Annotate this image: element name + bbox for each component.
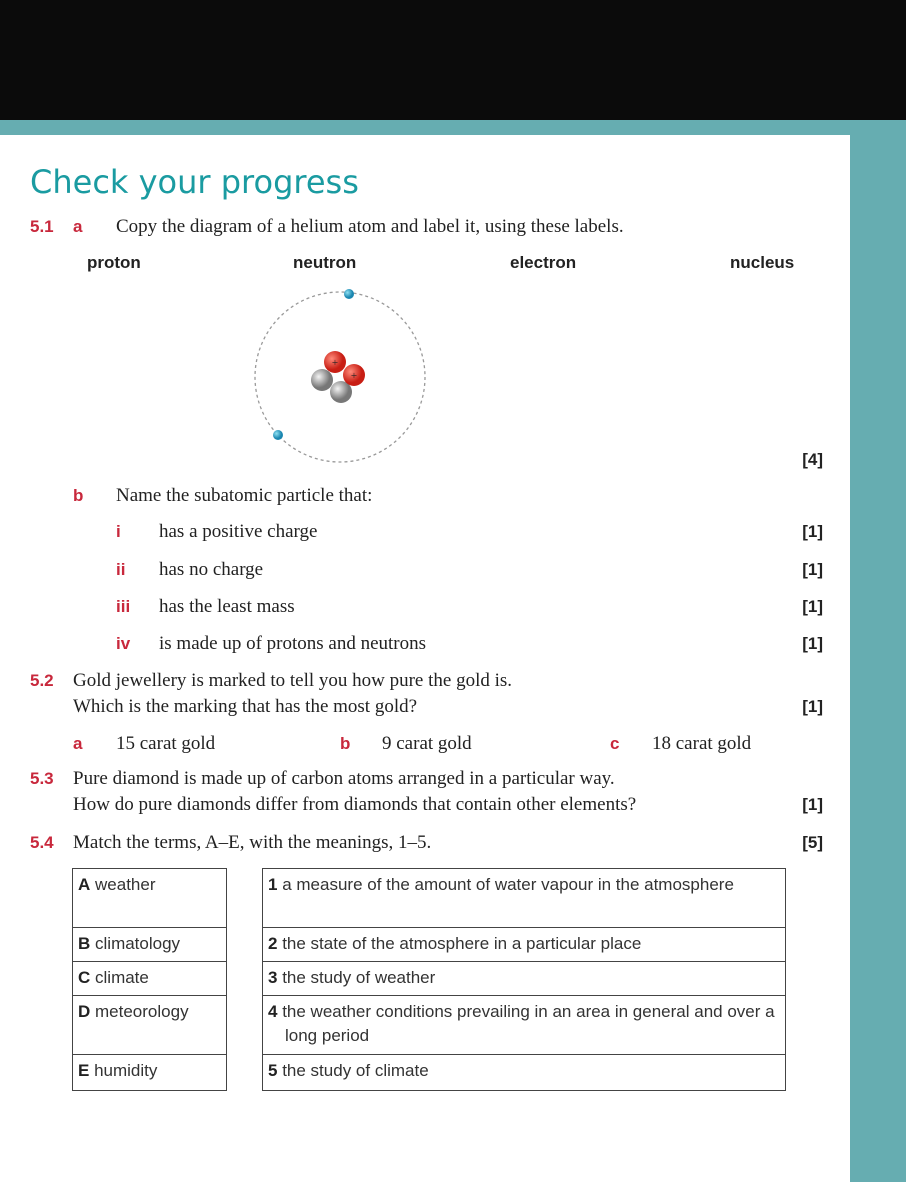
term-row [73,1055,227,1091]
meaning-key: 3 [268,968,278,987]
part-letter: a [73,217,83,236]
meaning-key: 5 [268,1061,278,1080]
electron [273,430,283,440]
question-number: 5.3 [30,769,54,788]
term-text: climatology [95,934,181,953]
term-row [73,962,227,996]
part-letter: b [73,486,84,505]
term-text: meteorology [95,1002,189,1021]
question-text: Match the terms, A–E, with the meanings, 1–5. [73,832,432,853]
term-key: C [78,968,91,987]
term-row [73,928,227,962]
question-text: Name the subatomic particle that: [116,485,373,506]
meaning-row [263,869,786,928]
item-number: iii [116,597,131,616]
question-text: How do pure diamonds differ from diamonds that contain other elements? [73,794,637,815]
option-letter: b [340,734,351,753]
page-title: Check your progress [30,163,359,201]
item-text: has the least mass [159,596,295,617]
meaning-row [263,928,786,962]
marks: [1] [802,597,823,616]
item-text: is made up of protons and neutrons [159,633,427,654]
marks: [1] [802,634,823,653]
meaning-text: the state of the atmosphere in a particular place [282,934,642,953]
question-number: 5.2 [30,671,54,690]
meaning-row [263,962,786,996]
meaning-key: 4 [268,1002,278,1021]
question-number: 5.1 [30,217,54,236]
marks: [1] [802,560,823,579]
meanings-table [262,868,786,1091]
meaning-key: 1 [268,875,278,894]
top-black-band [0,0,906,120]
meaning-row [263,996,786,1055]
item-number: i [116,522,121,541]
label-proton: proton [87,253,141,272]
term-key: B [78,934,91,953]
marks: [1] [802,795,823,814]
option-text: 9 carat gold [382,733,472,754]
question-text: Which is the marking that has the most gold? [73,696,418,717]
option-letter: c [610,734,620,753]
term-text: weather [95,875,156,894]
label-nucleus: nucleus [730,253,795,272]
item-number: ii [116,560,126,579]
item-number: iv [116,634,131,653]
helium-atom-diagram [240,280,440,470]
question-text: Pure diamond is made up of carbon atoms arranged in a particular way. [73,768,615,789]
meaning-text: the study of climate [282,1061,429,1080]
term-text: climate [95,968,149,987]
meaning-text: the study of weather [282,968,436,987]
term-key: D [78,1002,91,1021]
marks: [1] [802,522,823,541]
terms-table [72,868,227,1091]
neutron [311,369,333,391]
question-number: 5.4 [30,833,54,852]
marks: [5] [802,833,823,852]
option-letter: a [73,734,83,753]
meaning-key: 2 [268,934,278,953]
term-row [73,869,227,928]
item-text: has no charge [159,559,264,580]
plus-sign-icon: + [331,357,339,369]
option-text: 18 carat gold [652,733,752,754]
plus-sign-icon: + [350,370,358,382]
option-text: 15 carat gold [116,733,216,754]
term-key: A [78,875,91,894]
meaning-row [263,1055,786,1091]
question-text: Copy the diagram of a helium atom and label it, using these labels. [116,216,624,237]
meaning-text: a measure of the amount of water vapour in the atmosphere [282,875,734,894]
marks: [4] [802,450,823,469]
term-text: humidity [94,1061,158,1080]
electron [344,289,354,299]
term-key: E [78,1061,90,1080]
question-text: Gold jewellery is marked to tell you how pure the gold is. [73,670,513,691]
label-electron: electron [510,253,577,272]
marks: [1] [802,697,823,716]
label-neutron: neutron [293,253,357,272]
term-row [73,996,227,1055]
meaning-text: the weather conditions prevailing in an area in general and over a long period [282,1002,775,1045]
item-text: has a positive charge [159,521,318,542]
